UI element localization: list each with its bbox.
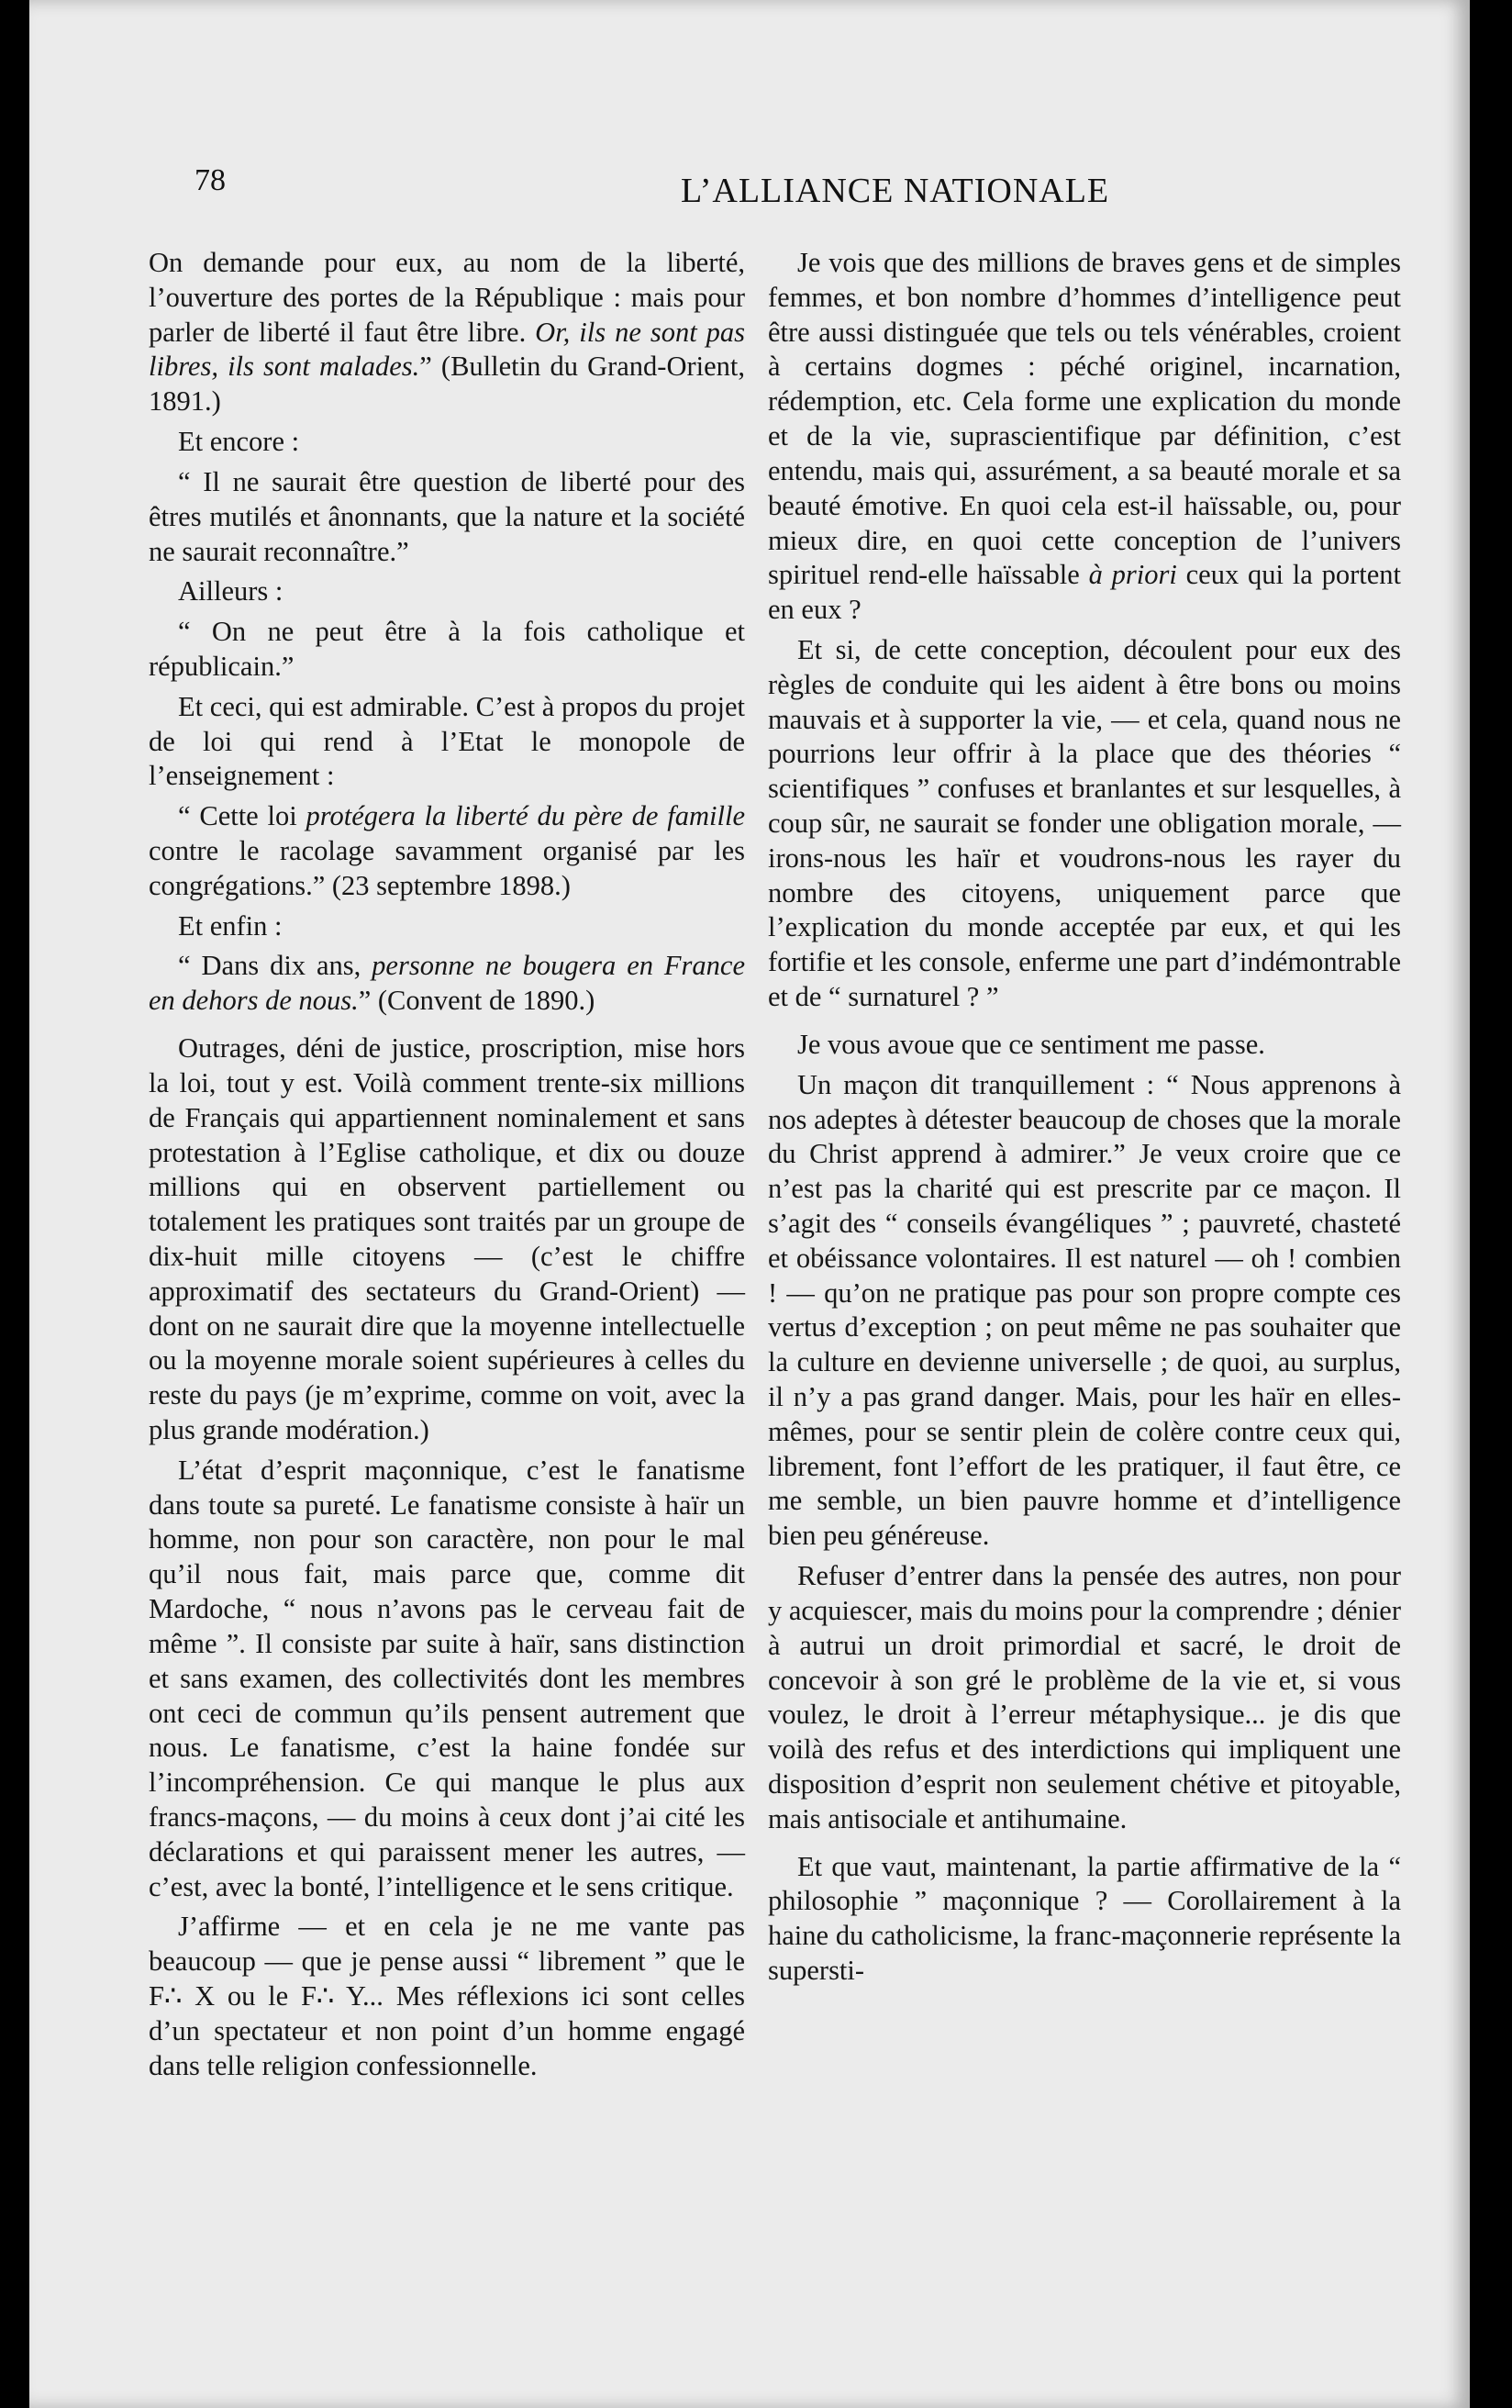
italic-run: protégera la liberté du père de famille <box>306 800 745 832</box>
italic-run: personne ne bougera en France en dehors de nous. <box>149 950 745 1017</box>
paragraph <box>768 246 1401 628</box>
paragraph: Je vous avoue que ce sentiment me passe. <box>797 1028 1265 1060</box>
text-run: “ Cette loi <box>178 800 306 832</box>
text-run: ” (Bulletin du Grand-Orient, 1891.) <box>149 351 745 418</box>
right-column <box>768 246 1401 1994</box>
page-number: 78 <box>195 163 226 197</box>
text-run: contre le racolage savamment organisé par les congrégations.” (23 septembre 1898.) <box>149 835 745 901</box>
text-run: On demande pour eux, au nom de la liberté, l’ouverture des portes de la République : mais pour parler de liberté il faut être libre. <box>149 247 745 348</box>
italic-run: Or, ils ne sont pas libres, ils sont malades. <box>149 316 745 383</box>
paragraph: Et encore : <box>178 426 300 458</box>
paragraph: Et enfin : <box>178 909 283 942</box>
paragraph: Et que vaut, maintenant, la partie affirmative de la “ philosophie ” maçonnique ? — Corollairement à la haine du catholicisme, la franc-maçonnerie représente la supersti- <box>768 1850 1401 1986</box>
text-run: “ Dans dix ans, <box>178 950 372 982</box>
quote-paragraph: “ Il ne saurait être question de liberté pour des êtres mutilés et ânonnants, que la nature et la société ne saurait reconnaître.” <box>149 465 745 567</box>
quote-paragraph <box>149 799 745 903</box>
paragraph: Refuser d’entrer dans la pensée des autres, non pour y acquiescer, mais du moins pour la comprendre ; dénier à autrui un droit primordial et sacré, le droit de concevoir à son gré le problème de la vie et, si vous voulez, le droit à l’erreur métaphysique... je dis que voilà des refus et des interdictions qui impliquent une disposition d’esprit non seulement chétive et pitoyable, mais antisociale et antihumaine. <box>768 1560 1401 1834</box>
text-run: Je vois que des millions de braves gens et de simples femmes, et bon nombre d’hommes d’intelligence peut être aussi distinguée que tels ou tels vénérables, croient à certains dogmes : péché originel, incarnation, rédemption, etc. Cela forme une explication du monde et de la vie, suprascientifique par définition, c’est entendu, mais qui, assurément, a sa beauté morale et sa beauté émotive. En quoi cela est-il haïssable, ou, pour mieux dire, en quoi cette conception de l’univers spirituel rend-elle haïssable <box>768 247 1401 591</box>
paragraph: Ailleurs : <box>178 575 284 608</box>
running-title: L’ALLIANCE NATIONALE <box>681 172 1110 210</box>
italic-run: à priori <box>1088 559 1177 591</box>
paragraph: Outrages, déni de justice, proscription, mise hors la loi, tout y est. Voilà comment trente-six millions de Français qui appartiennent nominalement et sans protestation à l’Eglise catholique, et dix ou douze millions qui en observent partiellement ou totalement les pratiques sont traités par un groupe de dix-huit mille citoyens — (c’est le chiffre approximatif des sectateurs du Grand-Orient) — dont on ne saurait dire que la moyenne intellectuelle ou la moyenne morale soient supérieures à celles du reste du pays (je m’exprime, comme on voit, avec la plus grande modération.) <box>149 1032 745 1445</box>
paragraph: Et ceci, qui est admirable. C’est à propos du projet de loi qui rend à l’Etat le monopole de l’enseignement : <box>149 690 745 792</box>
paragraph: Un maçon dit tranquillement : “ Nous apprenons à nos adeptes à détester beaucoup de choses que la morale du Christ apprend à admirer.” Je veux croire que ce n’est pas la charité qui est prescrite par ce maçon. Il s’agit des “ conseils évangéliques ” ; pauvreté, chasteté et obéissance volontaires. Il est naturel — oh ! combien ! — qu’on ne pratique pas pour son propre compte ces vertus d’exception ; on peut même ne pas souhaiter que la culture en devienne universelle ; de quoi, au surplus, il n’y a pas grand danger. Mais, pour les haïr en elles-mêmes, pour se sentir plein de colère contre ceux qui, librement, font l’effort de les pratiquer, il faut être, ce me semble, un bien pauvre homme et d’intelligence bien peu généreuse. <box>768 1068 1401 1552</box>
paragraph: L’état d’esprit maçonnique, c’est le fanatisme dans toute sa pureté. Le fanatisme consiste à haïr un homme, non pour son caractère, non pour le mal qu’il nous fait, mais parce que, comme dit Mardoche, “ nous n’avons pas le cerveau fait de même ”. Il consiste par suite à haïr, sans distinction et sans examen, des collectivités dont les membres ont ceci de commun qu’ils pensent autrement que nous. Le fanatisme, c’est la haine fondée sur l’incompréhension. Ce qui manque le plus aux francs-maçons, — du moins à ceux dont j’ai cité les déclarations et qui paraissent mener les autres, — c’est, avec la bonté, l’intelligence et le sens critique. <box>149 1454 745 1902</box>
quote-paragraph: “ On ne peut être à la fois catholique et républicain.” <box>149 616 745 682</box>
quote-paragraph <box>149 949 745 1019</box>
left-column <box>149 246 745 2089</box>
book-page <box>29 0 1470 2408</box>
paragraph: J’affirme — et en cela je ne me vante pas beaucoup — que je pense aussi “ librement ” que le F∴ X ou le F∴ Y... Mes réflexions ici sont celles d’un spectateur et non point d’un homme engagé dans telle religion confessionnelle. <box>149 1911 745 2081</box>
text-run: ceux qui la portent en eux ? <box>768 559 1401 626</box>
text-run: ” (Convent de 1890.) <box>358 985 595 1017</box>
paragraph <box>149 246 745 419</box>
paragraph: Et si, de cette conception, découlent pour eux des règles de conduite qui les aident à être bons ou moins mauvais et à supporter la vie, — et cela, quand nous ne pourrions leur offrir à la place que des théories “ scientifiques ” confuses et branlantes et sur lesquelles, à coup sûr, ne saurait se fonder une obligation morale, — irons-nous les haïr et voudrons-nous les rayer du nombre des citoyens, uniquement parce que l’explication du monde acceptée par eux, et qui les fortifie et les console, enferme une part d’indémontrable et de “ surnaturel ? ” <box>768 633 1401 1013</box>
page-header <box>158 163 1461 218</box>
